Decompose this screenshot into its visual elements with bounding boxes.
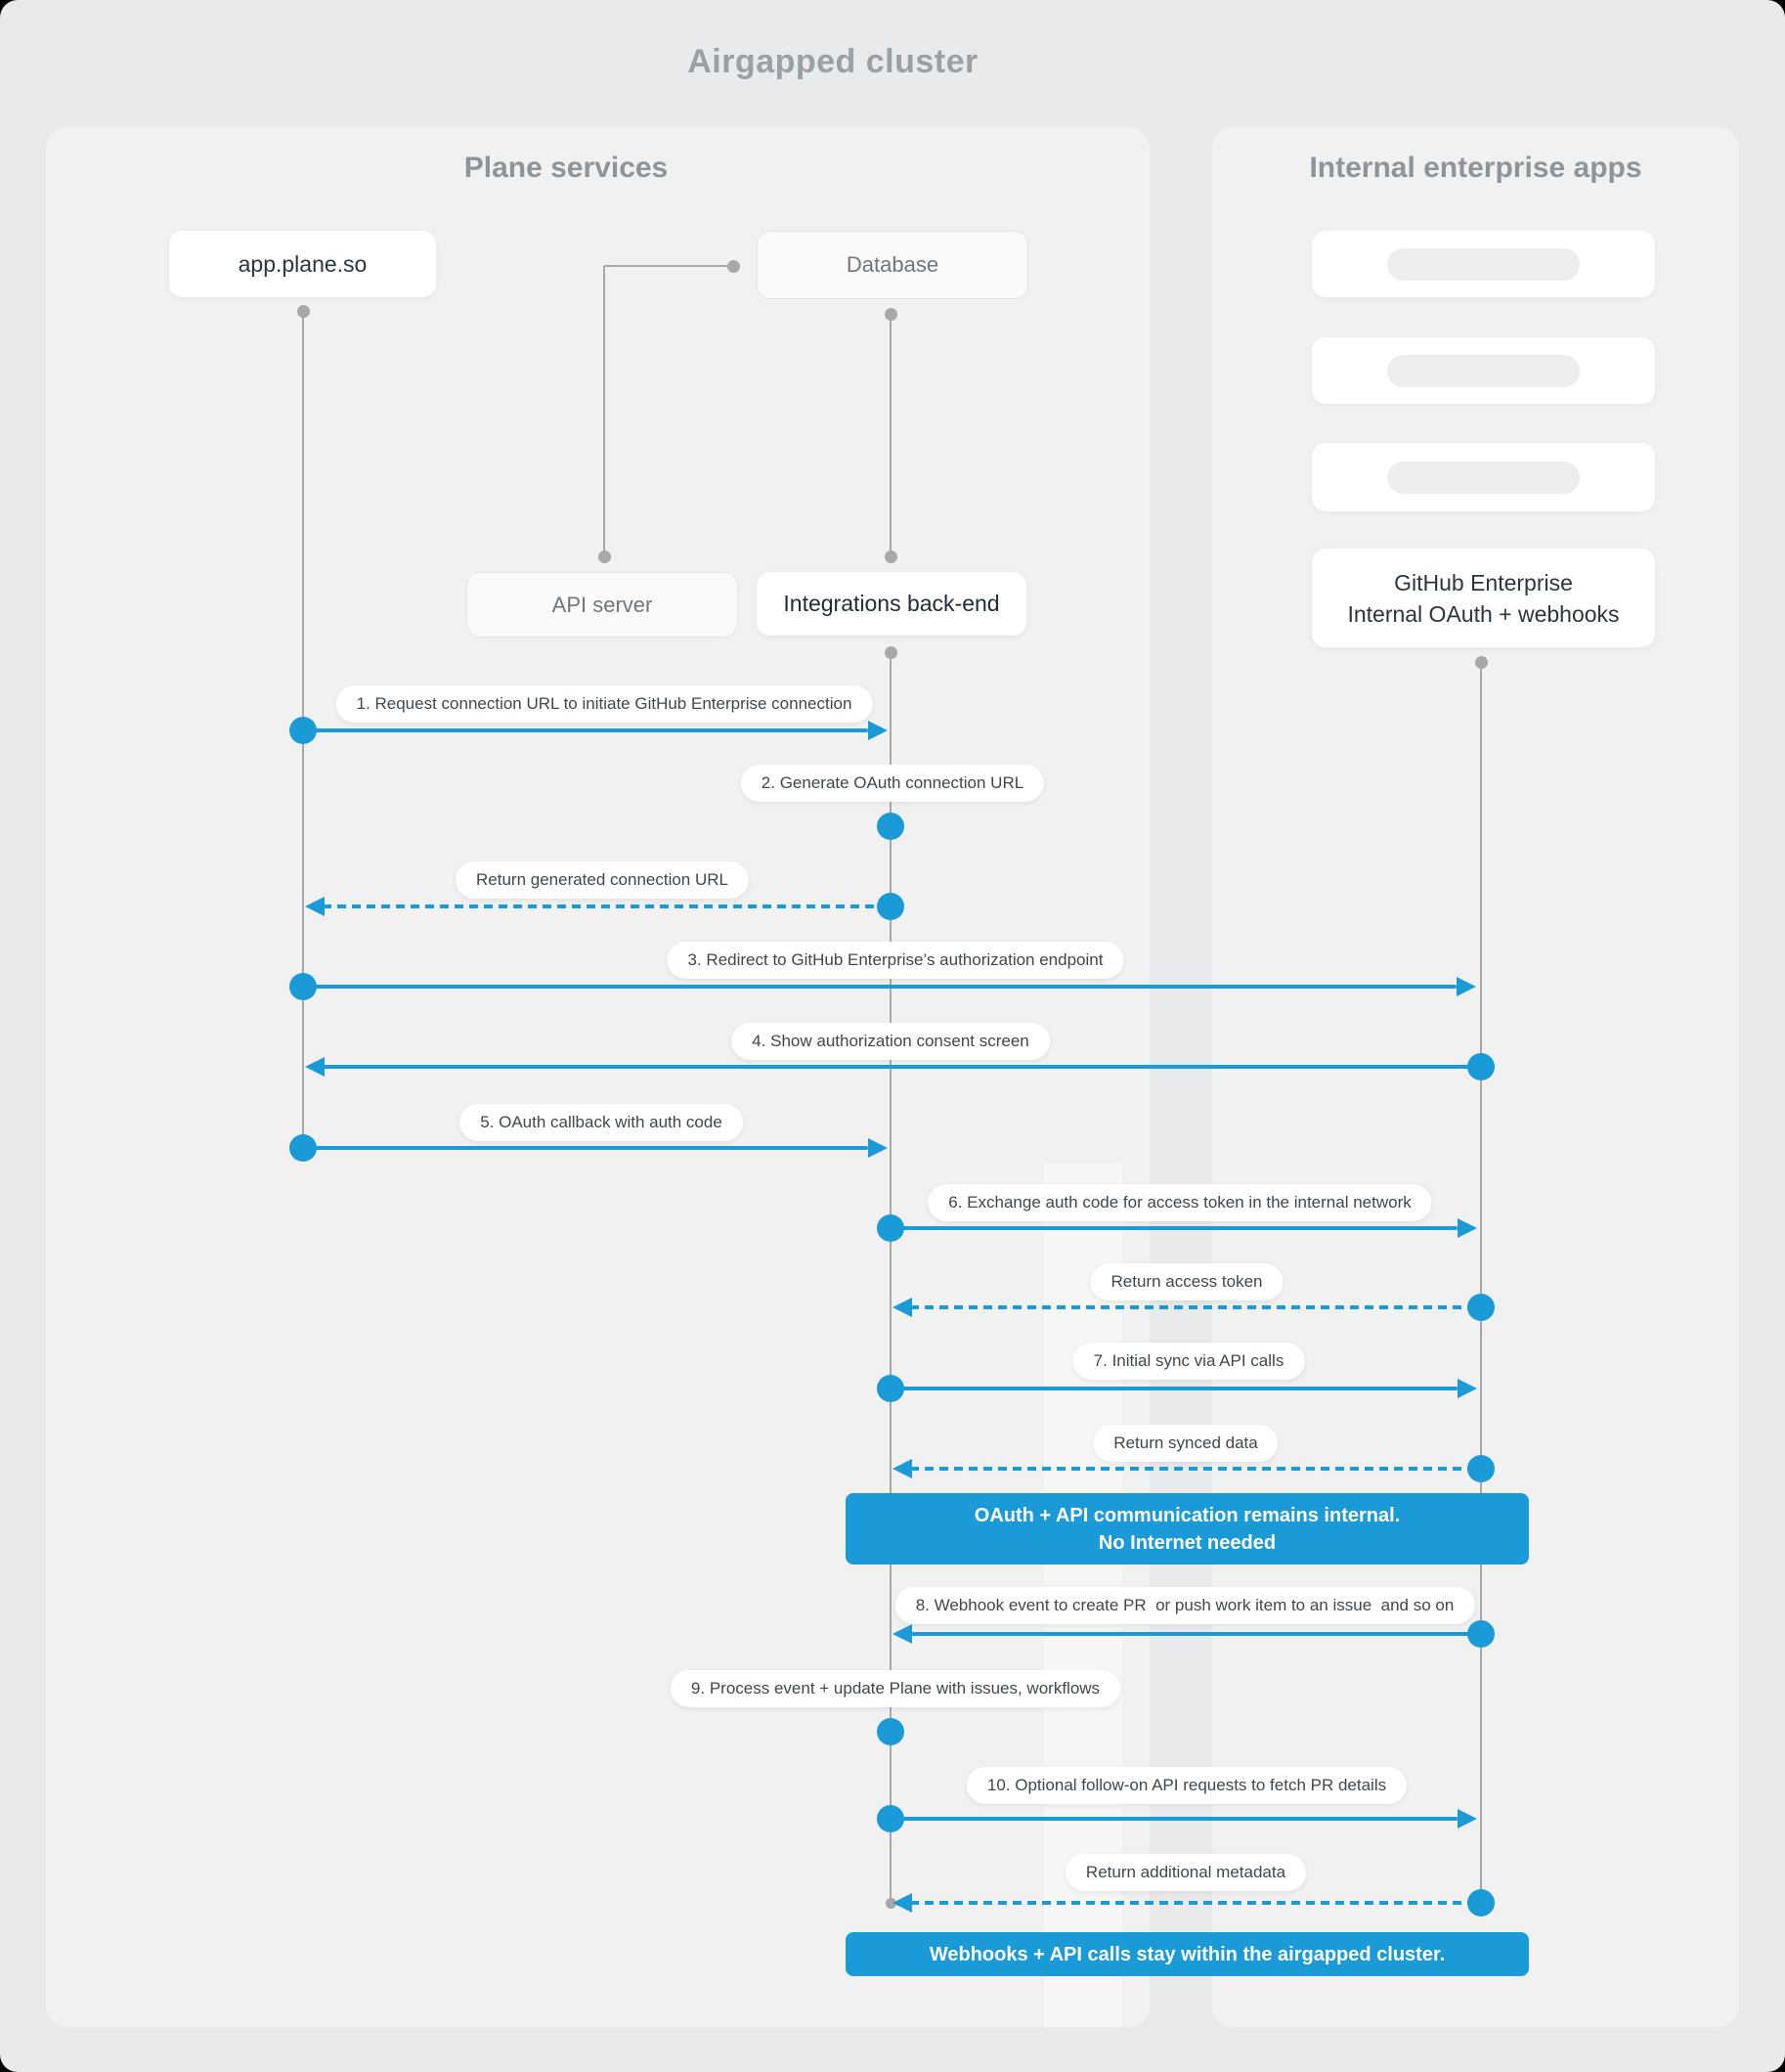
event-dot (877, 1375, 904, 1402)
arrowhead-right-icon (868, 721, 888, 740)
arrow-return-token (910, 1305, 1481, 1309)
event-dot (877, 1805, 904, 1832)
github-line2: Internal OAuth + webhooks (1347, 600, 1620, 627)
skeleton-pill (1387, 355, 1580, 387)
label-return-token: Return access token (1091, 1263, 1284, 1301)
label-msg6: 6. Exchange auth code for access token in the internal network (928, 1184, 1431, 1221)
gray-dot (727, 260, 740, 273)
internal-enterprise-apps-heading: Internal enterprise apps (1309, 152, 1642, 184)
skeleton-card (1312, 231, 1655, 297)
arrowhead-left-icon (892, 1624, 912, 1644)
arrowhead-right-icon (1458, 1218, 1477, 1238)
actor-integrations-backend: Integrations back-end (757, 572, 1026, 636)
label-msg7: 7. Initial sync via API calls (1073, 1343, 1305, 1380)
page-title: Airgapped cluster (687, 43, 979, 80)
event-dot (289, 1134, 317, 1162)
arrowhead-left-icon (892, 1459, 912, 1478)
label-msg1: 1. Request connection URL to initiate GitHub Enterprise connection (336, 685, 873, 723)
panel-plane-services (46, 127, 1150, 2027)
skeleton-card (1312, 443, 1655, 511)
event-dot (1467, 1053, 1495, 1080)
banner-internal-communication (846, 1493, 1529, 1565)
banner-airgapped-cluster (846, 1932, 1529, 1976)
label-return-synced: Return synced data (1093, 1425, 1278, 1462)
label-return-metadata: Return additional metadata (1066, 1854, 1306, 1891)
event-dot (1467, 1889, 1495, 1917)
arrowhead-right-icon (1458, 1379, 1477, 1398)
lifeline-github-enterprise (1480, 662, 1482, 1903)
label-msg10: 10. Optional follow-on API requests to fetch PR details (967, 1767, 1407, 1804)
banner-airgapped-text: Webhooks + API calls stay within the airgapped cluster. (929, 1943, 1446, 1965)
banner-internal-line1: OAuth + API communication remains internal. (974, 1504, 1401, 1526)
label-return-url: Return generated connection URL (456, 861, 749, 899)
arrow-msg3 (303, 985, 1457, 989)
arrowhead-left-icon (892, 1298, 912, 1317)
skeleton-card (1312, 337, 1655, 404)
arrow-msg4 (323, 1065, 1481, 1069)
actor-app-plane-so: app.plane.so (169, 231, 436, 297)
arrow-return-metadata (910, 1901, 1481, 1905)
event-dot (877, 893, 904, 920)
event-dot (289, 717, 317, 744)
arrowhead-left-icon (305, 1057, 325, 1077)
arrow-msg10 (891, 1817, 1458, 1821)
arrowhead-left-icon (892, 1893, 912, 1913)
plane-services-heading: Plane services (463, 152, 669, 184)
arrowhead-right-icon (868, 1138, 888, 1158)
label-msg4: 4. Show authorization consent screen (731, 1023, 1050, 1060)
gray-dot (885, 308, 897, 321)
event-dot (1467, 1620, 1495, 1648)
label-msg9: 9. Process event + update Plane with issues, workflows (671, 1670, 1120, 1707)
arrowhead-left-icon (305, 897, 325, 916)
event-dot (1467, 1294, 1495, 1321)
gray-dot (598, 551, 611, 563)
github-line1: GitHub Enterprise (1394, 569, 1573, 595)
arrow-return-url (323, 904, 891, 908)
label-msg5: 5. OAuth callback with auth code (459, 1104, 743, 1141)
gray-dot (297, 305, 310, 318)
actor-api-server: API server (466, 572, 738, 638)
arrow-msg5 (303, 1146, 868, 1150)
event-dot (1467, 1455, 1495, 1482)
lifeline-database (890, 314, 892, 556)
label-msg2: 2. Generate OAuth connection URL (741, 765, 1044, 802)
banner-internal-line2: No Internet needed (1098, 1531, 1277, 1554)
gray-dot (885, 646, 897, 659)
arrow-msg7 (891, 1387, 1458, 1390)
arrow-msg1 (303, 728, 868, 732)
gray-dot (885, 551, 897, 563)
connector-api-server-to-database (604, 265, 733, 267)
skeleton-pill (1387, 248, 1580, 281)
event-dot (877, 1718, 904, 1745)
label-msg8: 8. Webhook event to create PR or push work item to an issue and so on (895, 1587, 1475, 1624)
actor-github-enterprise (1312, 549, 1655, 647)
label-msg3: 3. Redirect to GitHub Enterprise’s authorization endpoint (668, 942, 1124, 979)
event-dot (877, 813, 904, 840)
actor-database: Database (757, 231, 1028, 299)
arrow-return-synced (910, 1467, 1481, 1471)
arrow-msg6 (891, 1226, 1458, 1230)
skeleton-pill (1387, 462, 1580, 494)
event-dot (289, 973, 317, 1000)
event-dot (877, 1214, 904, 1242)
arrow-msg8 (910, 1632, 1481, 1636)
arrowhead-right-icon (1457, 977, 1476, 996)
connector-api-server-vertical (603, 266, 605, 556)
arrowhead-right-icon (1458, 1809, 1477, 1829)
gray-dot (1475, 656, 1488, 669)
